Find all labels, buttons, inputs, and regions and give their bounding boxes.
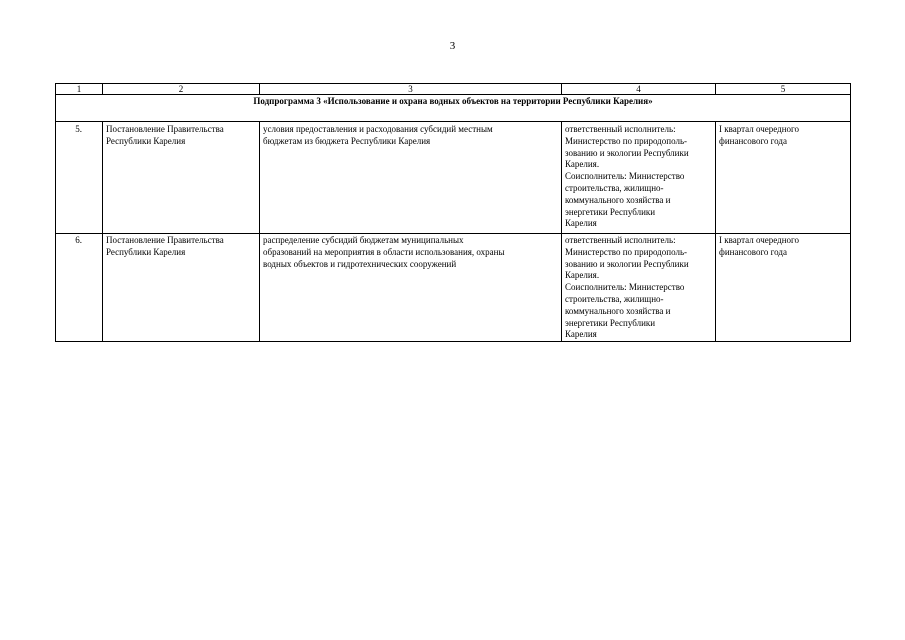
executor-line: коммунального хозяйства и — [565, 305, 671, 316]
document-type-line: Постановление Правительства — [106, 235, 224, 245]
content-line: бюджетам из бюджета Республики Карелия — [263, 135, 431, 146]
deadline-line: финансового года — [719, 135, 787, 146]
executor-line: Соисполнитель: Министерство — [565, 282, 685, 293]
column-header-2: 2 — [103, 84, 260, 95]
executor-line: Карелия. — [565, 270, 600, 281]
deadline-cell — [716, 122, 851, 234]
table-row — [56, 234, 851, 342]
executor-line: Министерство по природополь- — [565, 246, 688, 257]
content-line: условия предоставления и расходования субсидий местным — [263, 124, 493, 134]
column-header-5: 5 — [716, 84, 851, 95]
executor-line: энергетики Республики — [565, 317, 656, 328]
executor-line: строительства, жилищно- — [565, 293, 664, 304]
table-header-row — [56, 84, 851, 95]
executor-line: Министерство по природополь- — [565, 135, 688, 146]
page-number: 3 — [449, 40, 456, 52]
deadline-line: I квартал очередного — [719, 124, 800, 134]
column-header-4: 4 — [562, 84, 716, 95]
content-line: образований на мероприятия в области использования, охраны — [263, 246, 505, 257]
column-header-1: 1 — [56, 84, 103, 95]
content-line: водных объектов и гидротехнических сооружений — [263, 258, 457, 269]
executor-line: Соисполнитель: Министерство — [565, 171, 685, 182]
executor-cell — [562, 122, 716, 234]
executor-line: строительства, жилищно- — [565, 182, 664, 193]
table-row — [56, 122, 851, 234]
column-header-3: 3 — [260, 84, 562, 95]
deadline-line: финансового года — [719, 246, 787, 257]
content-line: распределение субсидий бюджетам муниципальных — [263, 235, 464, 245]
content-cell — [260, 122, 562, 234]
document-table — [55, 83, 851, 342]
row-number: 5. — [56, 122, 103, 234]
executor-line: Карелия. — [565, 159, 600, 170]
subprogram-title: Подпрограмма 3 «Использование и охрана водных объектов на территории Республики Карелия» — [56, 95, 851, 122]
executor-line: ответственный исполнитель: — [565, 124, 676, 134]
executor-line: ответственный исполнитель: — [565, 235, 676, 245]
document-type-line: Республики Карелия — [106, 246, 186, 257]
document-type-cell — [103, 234, 260, 342]
document-type-cell — [103, 122, 260, 234]
document-type-line: Республики Карелия — [106, 135, 186, 146]
executor-line: зованию и экологии Республики — [565, 147, 689, 158]
executor-line: Карелия — [565, 329, 597, 340]
executor-line: зованию и экологии Республики — [565, 258, 689, 269]
executor-line: коммунального хозяйства и — [565, 194, 671, 205]
executor-cell — [562, 234, 716, 342]
executor-line: энергетики Республики — [565, 206, 656, 217]
deadline-line: I квартал очередного — [719, 235, 800, 245]
deadline-cell — [716, 234, 851, 342]
content-cell — [260, 234, 562, 342]
document-type-line: Постановление Правительства — [106, 124, 224, 134]
executor-line: Карелия — [565, 218, 597, 229]
subprogram-row — [56, 95, 851, 122]
row-number: 6. — [56, 234, 103, 342]
